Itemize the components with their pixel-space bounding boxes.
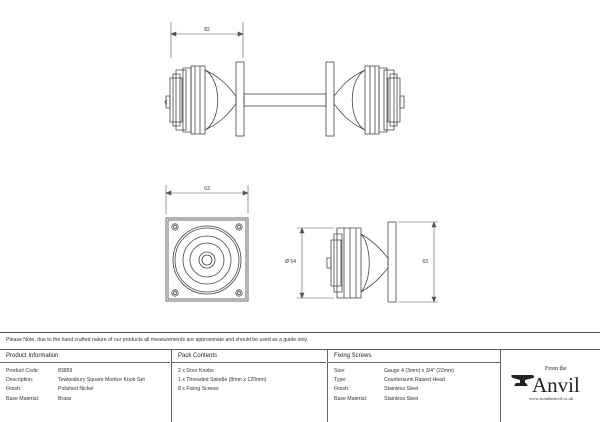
product-info-row: [0, 367, 170, 376]
fixing-screws-panel: [328, 350, 500, 422]
fixing-screws-value: Gauge 4 (3mm) x 3/4" (22mm): [384, 368, 455, 374]
anvil-icon: [511, 375, 534, 386]
product-info-row: [0, 376, 170, 385]
fixing-screws-row: [328, 376, 500, 385]
dimension-plate-height-label: 63: [422, 259, 428, 265]
logo-url: www.fromtheanvil.co.uk: [529, 396, 573, 401]
dimension-plate-height: [398, 222, 438, 302]
product-info-row: [0, 395, 170, 404]
product-info-heading: Product Information: [0, 350, 170, 363]
pack-contents-heading: Pack Contents: [172, 350, 326, 363]
product-info-value: Tewkesbury Square Mortice Knob Set: [58, 377, 145, 384]
product-info-label: Product Code:: [6, 368, 40, 374]
fixing-screws-label: Base Material:: [334, 395, 368, 402]
fixing-screws-label: Finish:: [334, 386, 350, 393]
pack-contents-item: 2 x Door Knobs: [178, 368, 214, 374]
divider-top: [0, 332, 600, 333]
fixing-screws-label: Type:: [334, 377, 347, 384]
dimension-top-width-label: 82: [204, 27, 210, 33]
product-info-panel: [0, 350, 170, 422]
pack-contents-panel: [172, 350, 326, 422]
fixing-screws-row: [328, 395, 500, 404]
logo-from-the: From the: [545, 366, 567, 372]
column-divider: [500, 350, 501, 422]
fixing-screws-row: [328, 385, 500, 394]
product-info-row: [0, 385, 170, 394]
product-info-value: 83859: [58, 368, 73, 374]
dimension-knob-diameter: [297, 228, 334, 298]
from-the-anvil-logo: [508, 358, 594, 416]
fixing-screws-value: Stainless Steel: [384, 386, 419, 393]
fixing-screws-row: [328, 367, 500, 376]
product-info-value: Brass: [58, 395, 72, 402]
front-view-square-rose: [166, 218, 248, 301]
product-info-label: Finish:: [6, 386, 22, 393]
dimension-knob-diameter-label: Ø 54: [285, 259, 296, 265]
disclaimer-note: Please Note, due to the hand crafted nature of our products all measurements are approximate and should be used as a guide only.: [6, 337, 309, 343]
fixing-screws-value: Countersunk Raised Head: [384, 377, 445, 384]
fixing-screws-heading: Fixing Screws: [328, 350, 500, 363]
product-info-value: Polished Nickel: [58, 386, 94, 393]
pack-contents-item: 8 x Fixing Screws: [178, 386, 219, 393]
fixing-screws-value: Stainless Steel: [384, 395, 419, 402]
side-view-single-knob: [327, 222, 396, 302]
fixing-screws-label: Size:: [334, 368, 346, 374]
logo-brand: Anvil: [532, 373, 580, 397]
side-view-knob-set: [165, 62, 404, 136]
pack-contents-item: 1 x Threaded Spindle (8mm x 120mm): [178, 377, 267, 384]
product-info-label: Base Material:: [6, 395, 40, 402]
product-info-label: Description:: [6, 377, 34, 384]
dimension-plate-width-label: 63: [204, 186, 210, 192]
